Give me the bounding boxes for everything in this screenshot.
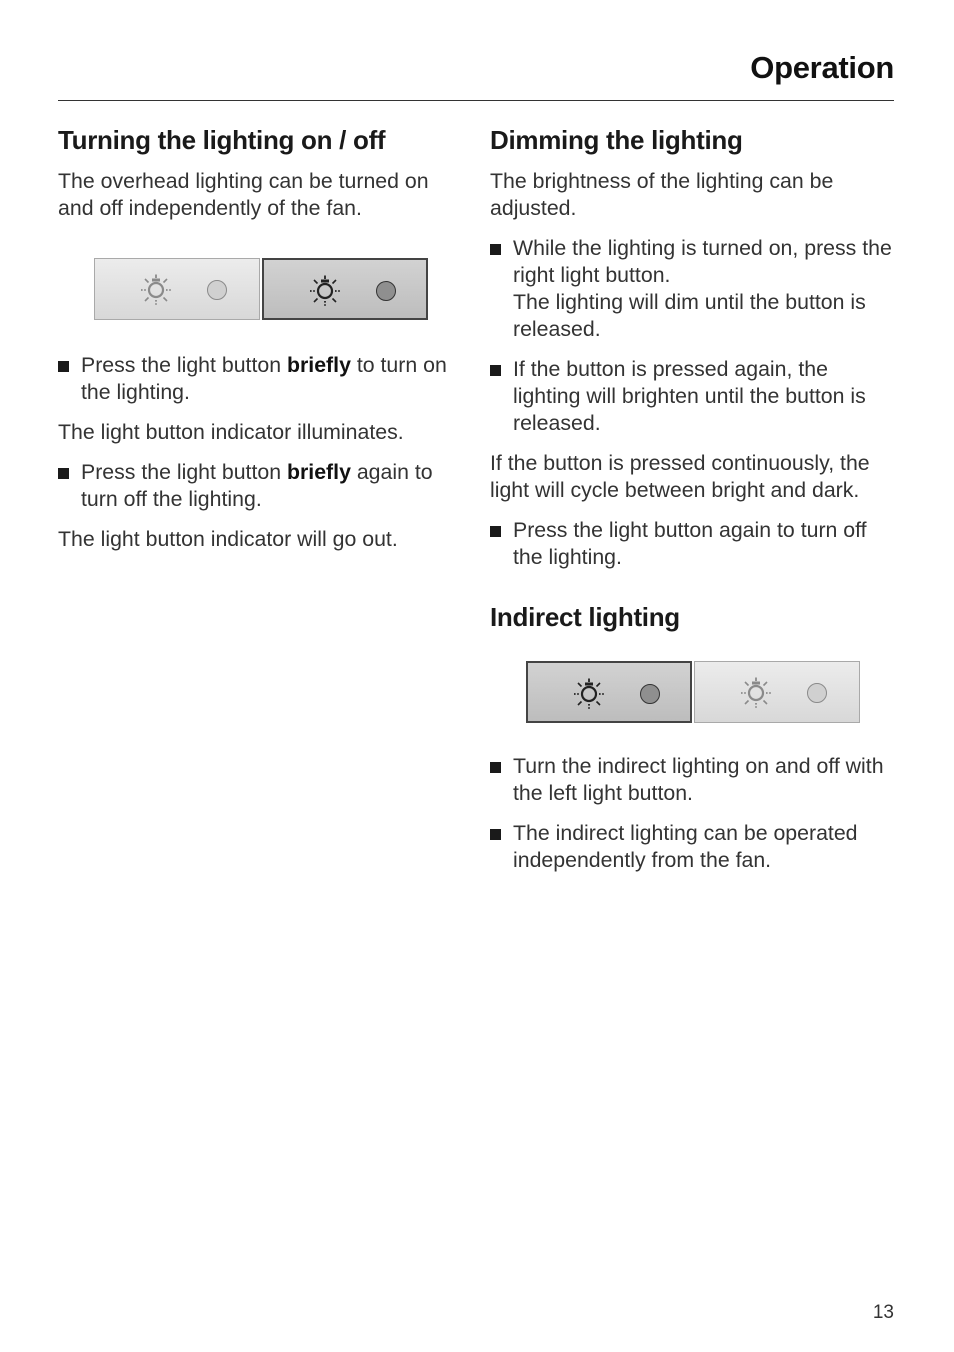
list-item: Press the light button briefly again to turn off the lighting. — [58, 459, 468, 513]
light-sun-icon — [573, 678, 605, 710]
section-dimming-lighting — [490, 122, 900, 887]
bullet-square-icon — [490, 829, 501, 840]
list-item: Press the light button again to turn off the lighting. — [490, 517, 900, 571]
intro-text: The brightness of the lighting can be adjusted. — [490, 169, 834, 220]
bullet-square-icon — [490, 762, 501, 773]
indicator-light — [807, 683, 827, 703]
light-sun-icon — [740, 677, 772, 709]
list-item: If the button is pressed again, the lighting will brighten until the button is released. — [490, 356, 900, 437]
light-sun-icon — [140, 274, 172, 306]
light-button-panel — [94, 258, 430, 322]
list-item: Press the light button briefly to turn on the lighting. — [58, 352, 468, 406]
bullet-square-icon — [490, 526, 501, 537]
bullet-square-icon — [58, 361, 69, 372]
list-item: The indirect lighting can be operated independently from the fan. — [490, 820, 900, 874]
list-item: While the lighting is turned on, press the right light button. The lighting will dim until the button is released. — [490, 235, 900, 343]
indicator-light — [640, 684, 660, 704]
bullet-square-icon — [490, 365, 501, 376]
bullet-square-icon — [58, 468, 69, 479]
left-light-button[interactable] — [94, 258, 260, 320]
emphasis: briefly — [287, 460, 351, 484]
page-title: Operation — [750, 50, 894, 85]
indicator-light — [376, 281, 396, 301]
emphasis: briefly — [287, 353, 351, 377]
right-light-button[interactable] — [694, 661, 860, 723]
section-heading-indirect: Indirect lighting — [490, 602, 680, 632]
indicator-light — [207, 280, 227, 300]
intro-text: The overhead lighting can be turned on and off independently of the fan. — [58, 169, 429, 220]
section-heading: Turning the lighting on / off — [58, 125, 386, 155]
header-divider — [58, 100, 894, 101]
left-light-button[interactable] — [526, 661, 692, 723]
result-text: The light button indicator illuminates. — [58, 420, 404, 444]
list-item: Turn the indirect lighting on and off with the left light button. — [490, 753, 900, 807]
page-number: 13 — [872, 1302, 894, 1323]
section-heading: Dimming the lighting — [490, 125, 743, 155]
light-sun-icon — [309, 275, 341, 307]
right-light-button[interactable] — [262, 258, 428, 320]
result-text: The light button indicator will go out. — [58, 527, 398, 551]
body-text: If the button is pressed continuously, the light will cycle between bright and dark. — [490, 451, 870, 502]
indirect-light-button-panel — [526, 661, 862, 725]
section-turning-lighting — [58, 122, 468, 566]
bullet-square-icon — [490, 244, 501, 255]
